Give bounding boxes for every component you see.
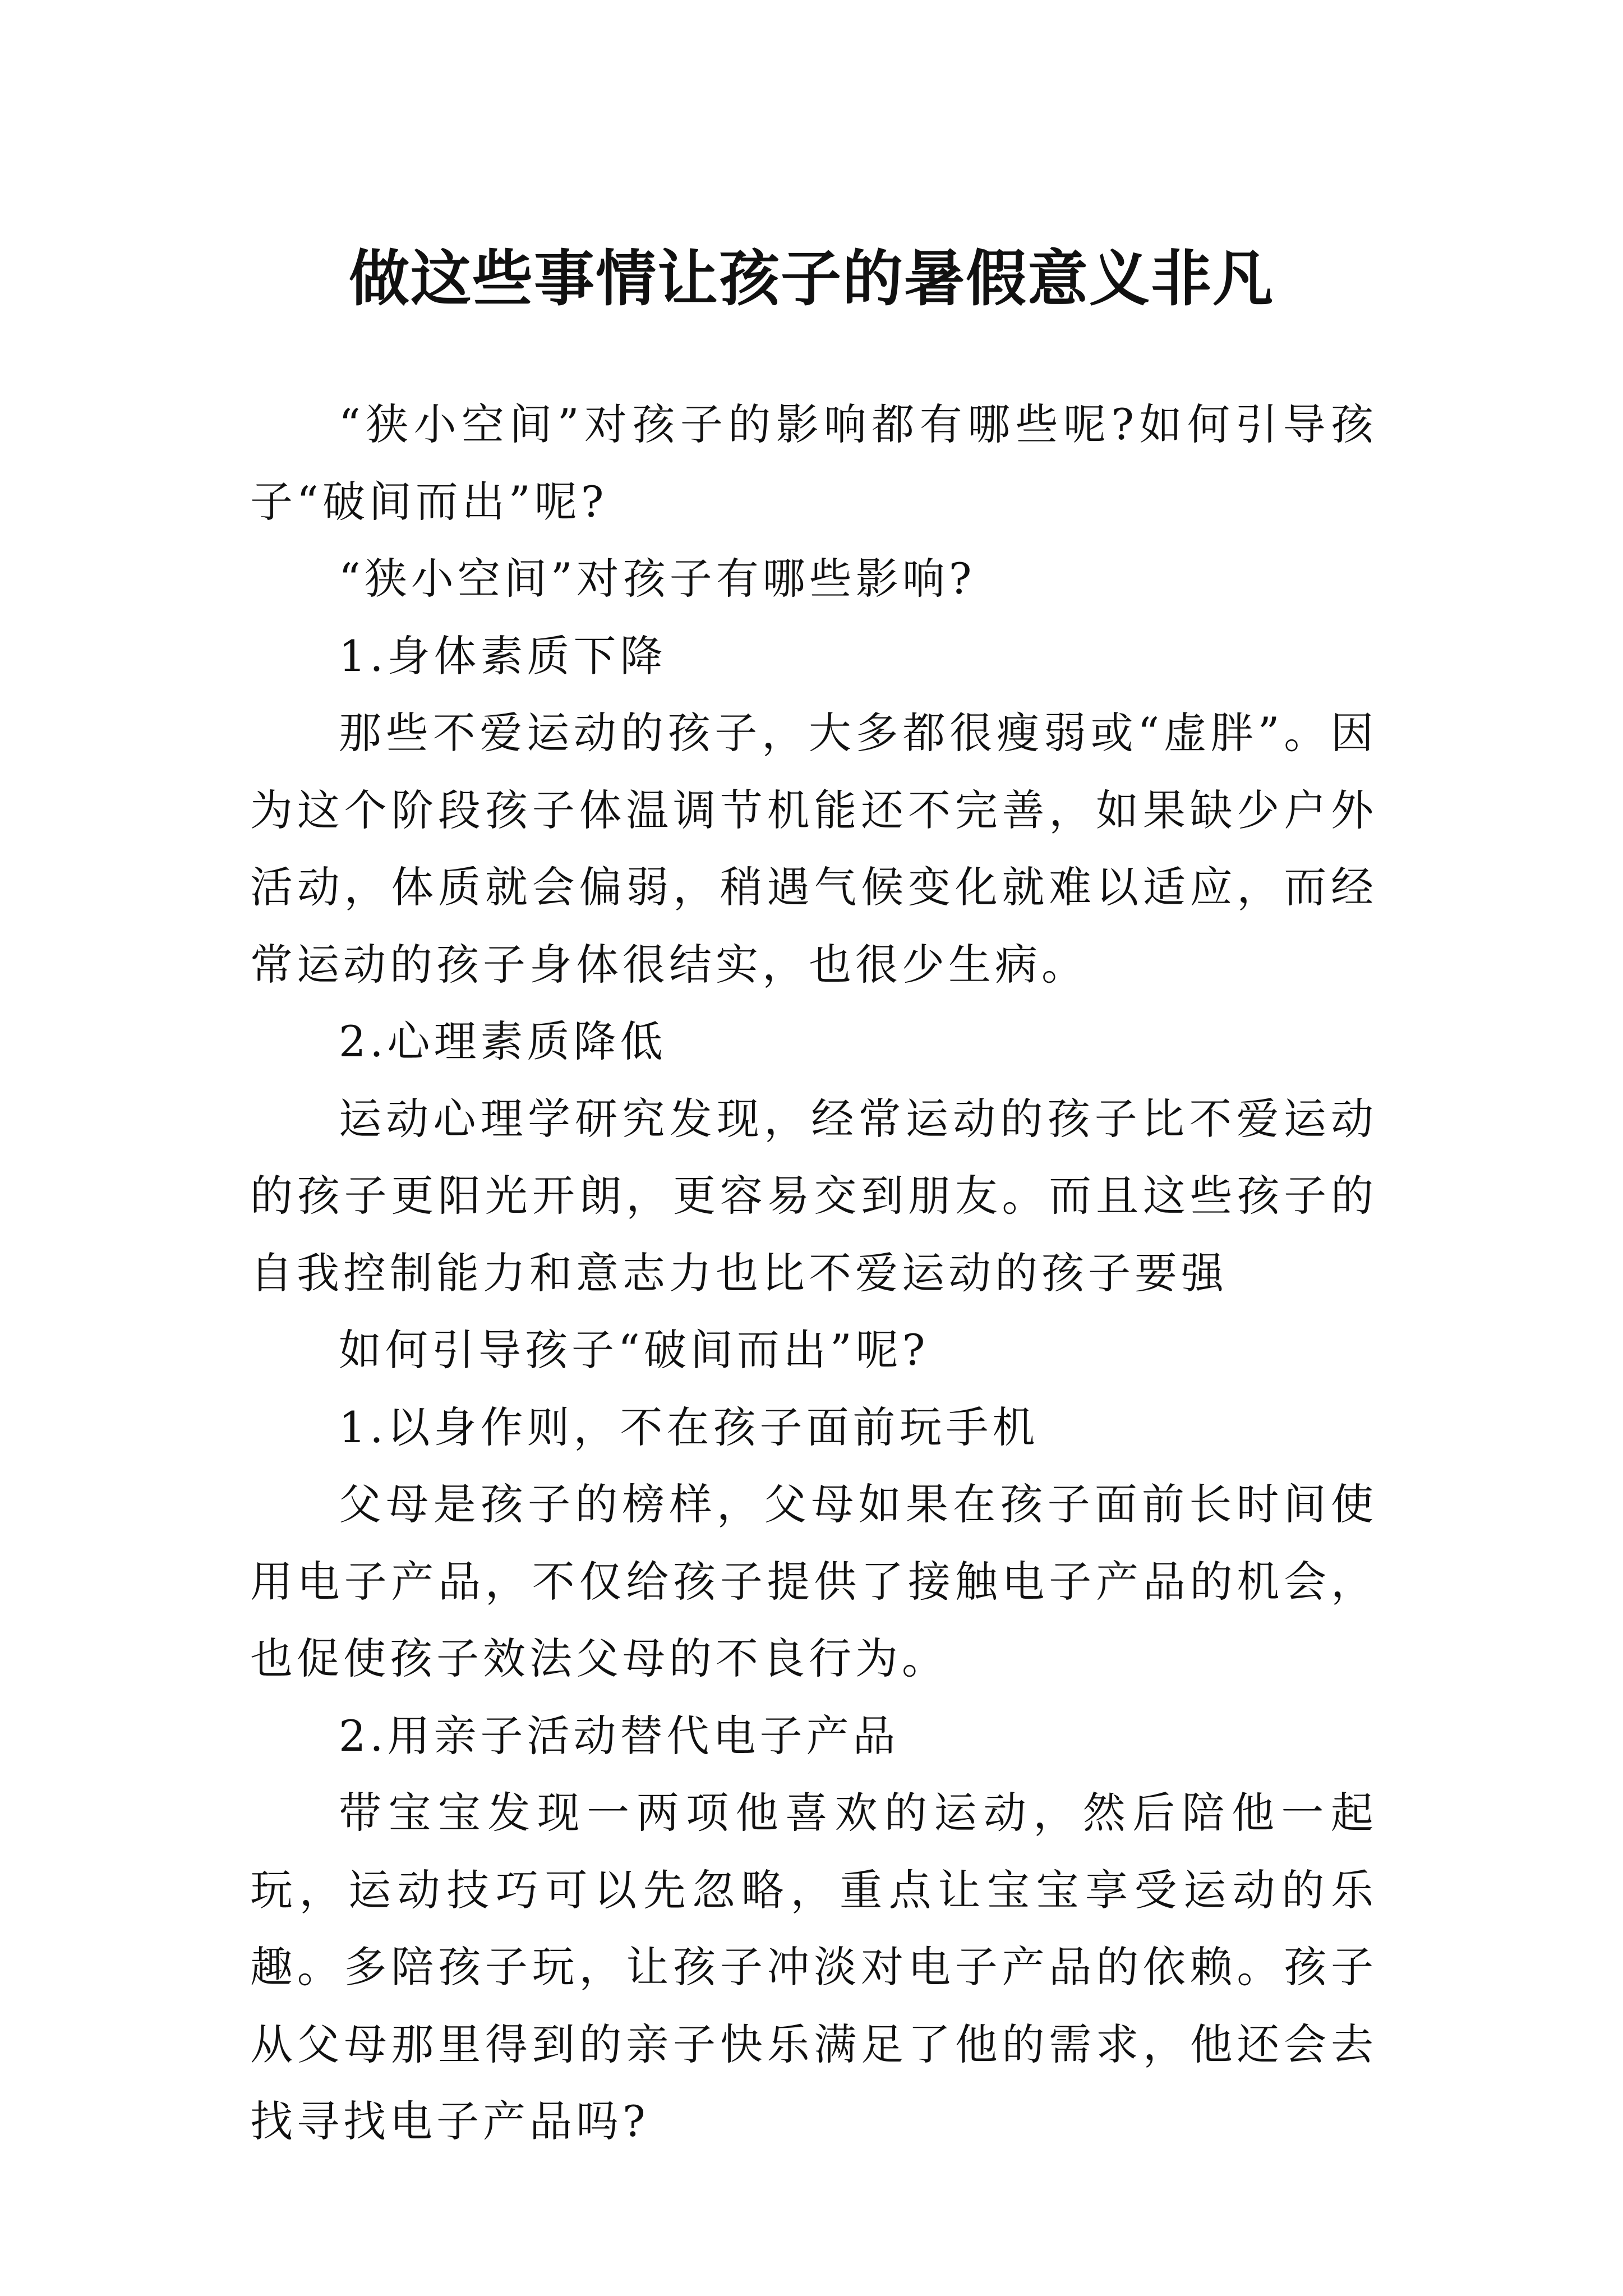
- guidance-1-paragraph: 父母是孩子的榜样，父母如果在孩子面前长时间使用电子产品，不仅给孩子提供了接触电子产品的机会，也促使孩子效法父母的不良行为。: [250, 1479, 1377, 1683]
- document-body: [250, 386, 1377, 2160]
- effect-1-heading: 1.身体素质下降: [339, 631, 667, 681]
- document-title: 做这些事情让孩子的暑假意义非凡: [348, 244, 1274, 315]
- guidance-2-paragraph: 带宝宝发现一两项他喜欢的运动，然后陪他一起玩，运动技巧可以先忽略，重点让宝宝享受运动的乐趣。多陪孩子玩，让孩子冲淡对电子产品的依赖。孩子从父母那里得到的亲子快乐满足了他的需求，他还会去找寻找电子产品吗?: [250, 1788, 1377, 2146]
- guidance-2-heading: 2.用亲子活动替代电子产品: [339, 1710, 900, 1761]
- effect-2-paragraph: 运动心理学研究发现，经常运动的孩子比不爱运动的孩子更阳光开朗，更容易交到朋友。而且这些孩子的自我控制能力和意志力也比不爱运动的孩子要强: [250, 1093, 1377, 1298]
- section-heading-guidance: 如何引导孩子“破间而出”呢?: [339, 1325, 929, 1375]
- intro-question-paragraph: “狭小空间”对孩子的影响都有哪些呢?如何引导孩子“破间而出”呢?: [250, 399, 1377, 527]
- effect-2-heading: 2.心理素质降低: [339, 1016, 667, 1066]
- section-heading-effects: “狭小空间”对孩子有哪些影响?: [339, 554, 976, 604]
- guidance-1-heading: 1.以身作则，不在孩子面前玩手机: [339, 1402, 1039, 1452]
- effect-1-paragraph: 那些不爱运动的孩子，大多都很瘦弱或“虚胖”。因为这个阶段孩子体温调节机能还不完善，如果缺少户外活动，体质就会偏弱，稍遇气候变化就难以适应，而经常运动的孩子身体很结实，也很少生病。: [250, 708, 1377, 990]
